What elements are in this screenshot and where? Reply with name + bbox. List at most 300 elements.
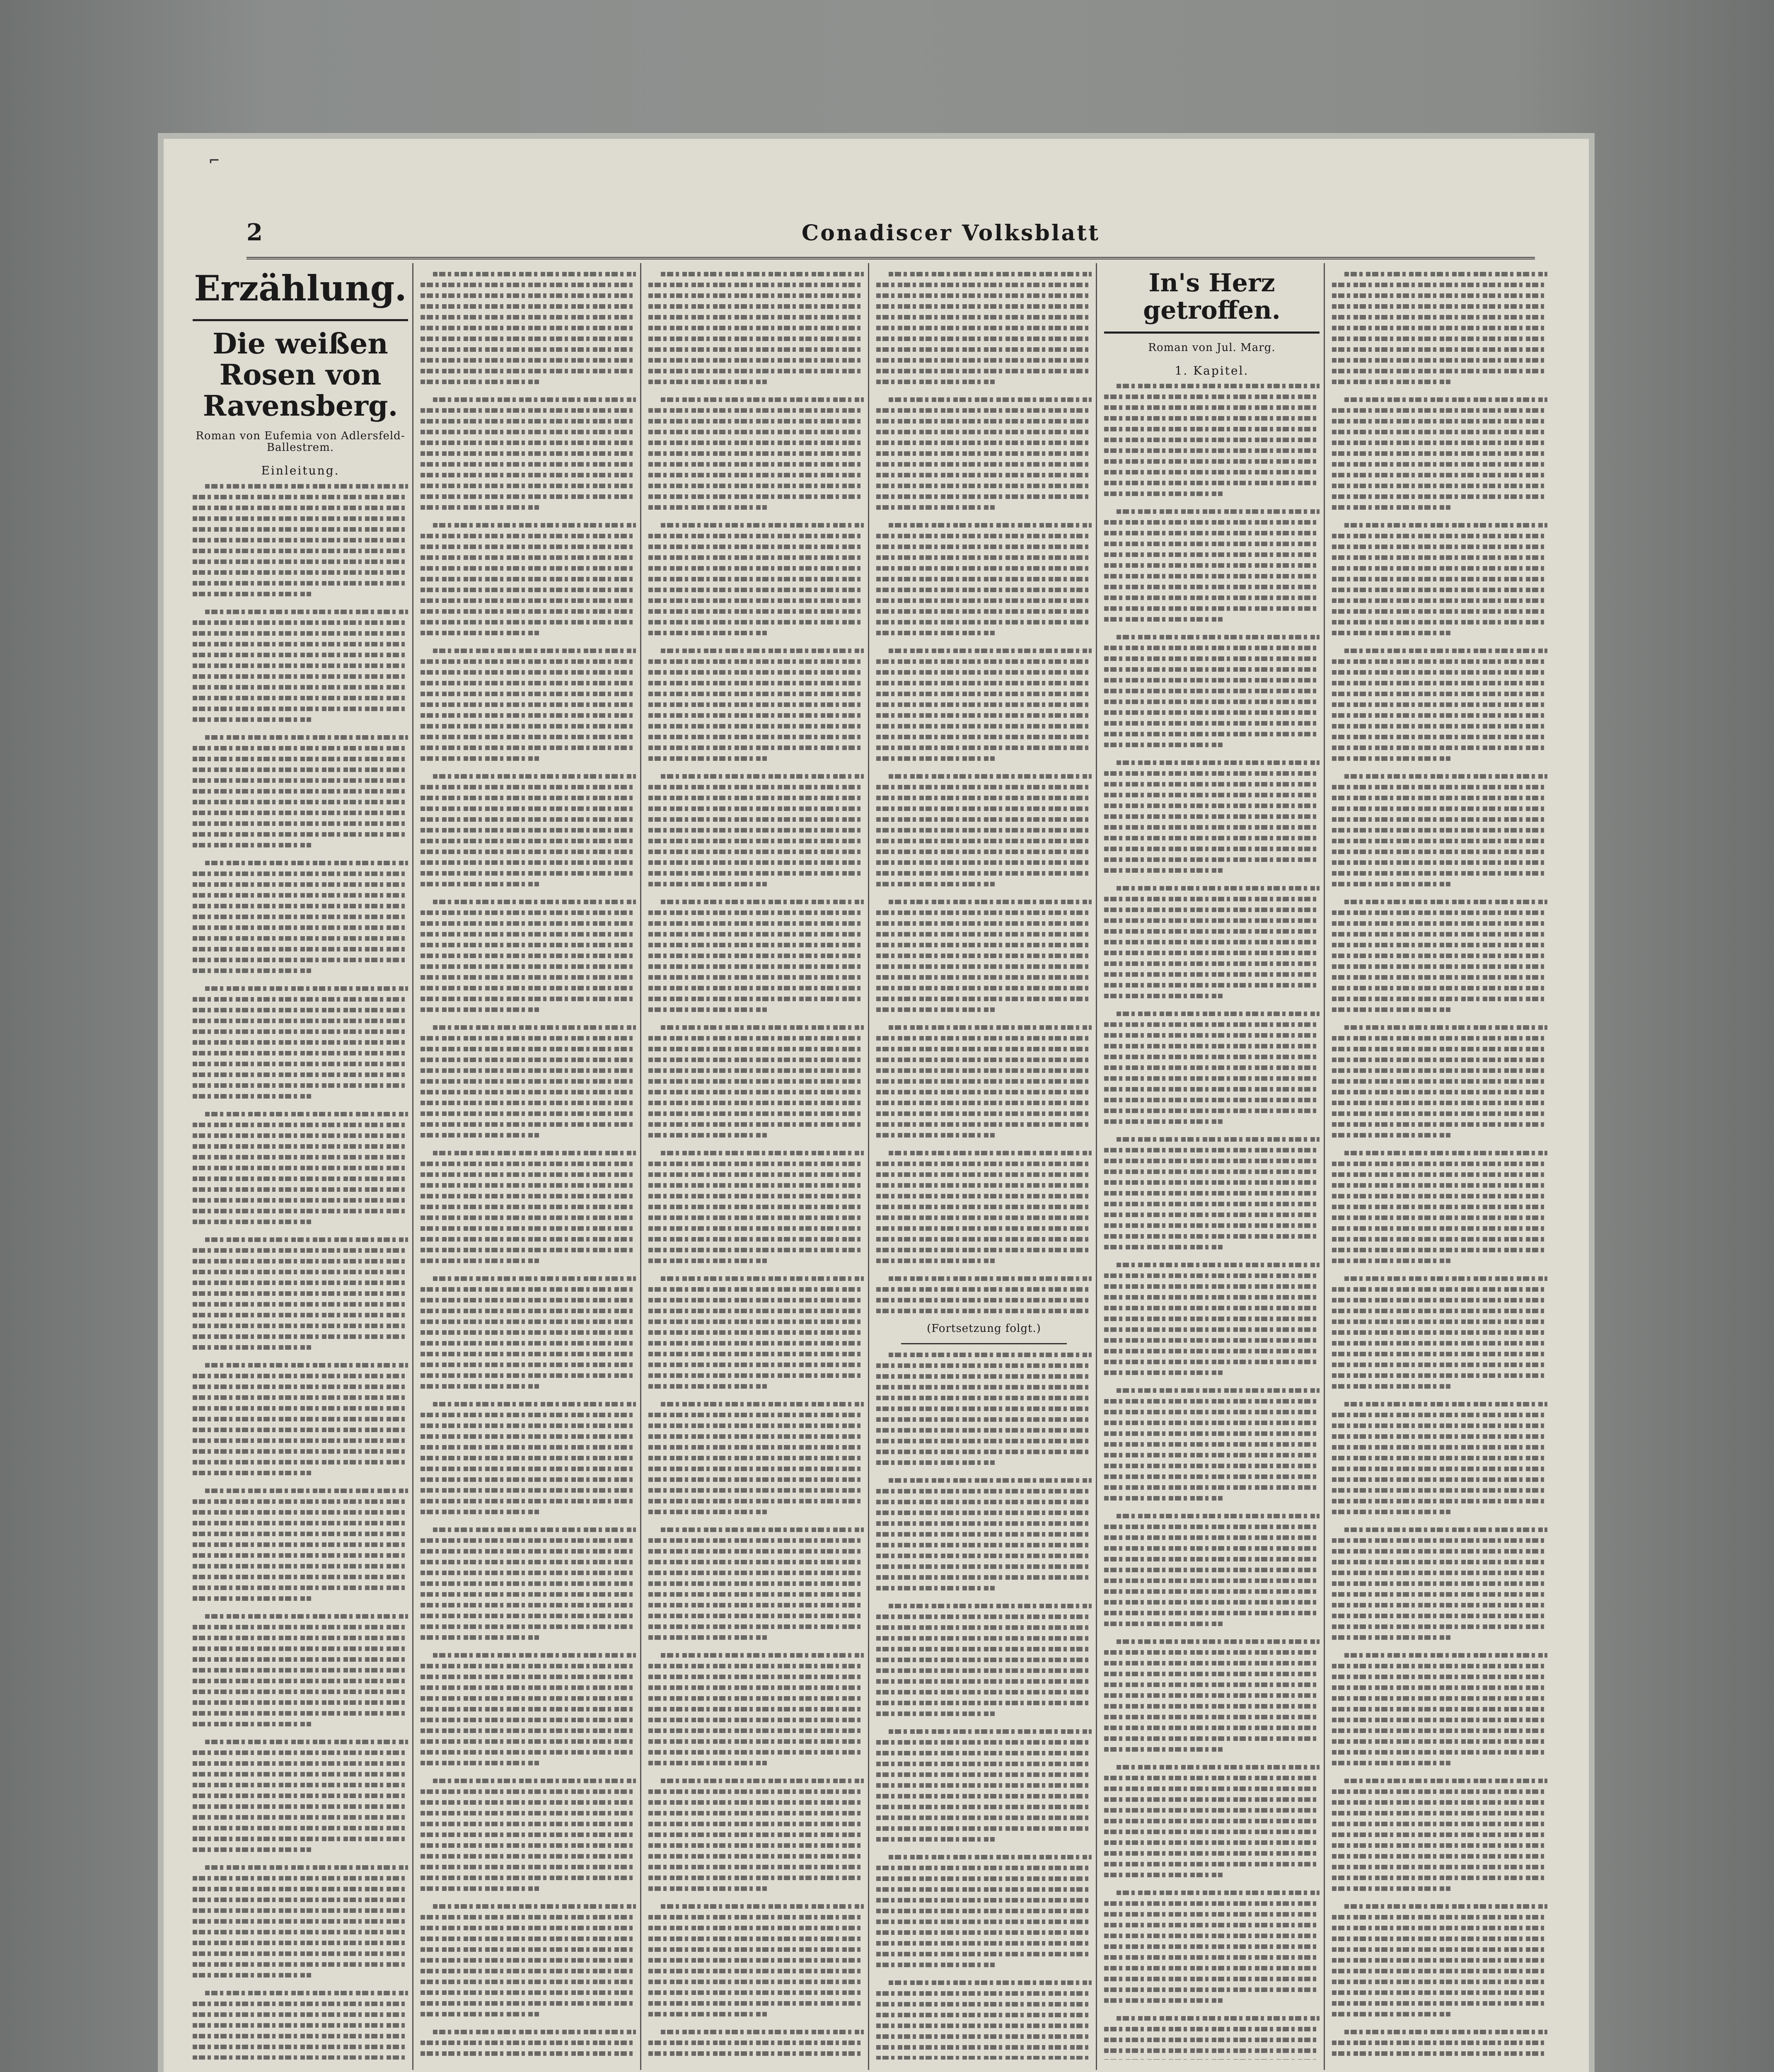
text-line: [1332, 1226, 1547, 1231]
text-line: [421, 473, 636, 477]
text-line: [421, 1969, 636, 1973]
scan-mark: ⌐: [209, 151, 220, 170]
text-line: [1104, 1273, 1320, 1278]
text-line: [1332, 1205, 1547, 1209]
text-line: [193, 1123, 408, 1127]
masthead: Conadiscer Volksblatt: [801, 220, 1100, 246]
text-line: [1332, 505, 1450, 510]
text-line: [1104, 710, 1320, 715]
text-line: [1104, 1349, 1320, 1353]
text-line: [421, 735, 636, 739]
text-line: [648, 609, 864, 614]
text-line: [193, 1280, 408, 1285]
text-line: [1332, 1718, 1547, 1722]
text-line: [876, 1701, 1092, 1705]
text-line: [193, 2034, 408, 2038]
text-line: [193, 620, 408, 625]
text-line: [421, 347, 636, 352]
text-line: [421, 293, 636, 298]
text-line: [205, 1865, 408, 1870]
text-line: [1104, 2027, 1320, 2031]
text-line: [876, 1826, 1092, 1831]
text-line: [1104, 1370, 1223, 1375]
text-line: [421, 505, 539, 510]
text-line: [876, 283, 1092, 287]
text-line: [1332, 1172, 1547, 1177]
text-line: [1332, 1445, 1547, 1450]
text-line: [1332, 1936, 1547, 1941]
text-line: [193, 1668, 408, 1673]
text-line: [1332, 1330, 1547, 1335]
text-line: [1332, 1352, 1547, 1356]
text-line: [889, 649, 1092, 653]
text-line: [193, 1973, 311, 1978]
text-line: [193, 1930, 408, 1934]
text-line: [1104, 689, 1320, 693]
text-line: [648, 555, 864, 560]
text-line: [1104, 1557, 1320, 1561]
text-line: [648, 419, 864, 424]
text-line: [1332, 796, 1547, 800]
text-line: [1104, 542, 1320, 546]
text-line: [876, 1772, 1092, 1777]
text-line: [193, 947, 408, 951]
text-line: [648, 430, 864, 434]
text-line: [1332, 484, 1547, 488]
text-line: [1104, 1485, 1320, 1490]
text-line: [876, 473, 1092, 477]
text-line: [1332, 670, 1547, 675]
text-line: [1332, 1101, 1547, 1105]
text-line: [876, 451, 1092, 456]
text-line: [1104, 1234, 1320, 1239]
text-line: [876, 828, 1092, 833]
text-line: [193, 696, 408, 700]
text-line: [648, 283, 864, 287]
text-line: [1332, 735, 1547, 739]
text-line: [648, 1226, 864, 1231]
text-line: [193, 1417, 408, 1421]
text-line: [193, 1919, 408, 1924]
text-line: [648, 932, 864, 937]
text-line: [205, 1614, 408, 1619]
text-line: [1117, 384, 1320, 388]
text-line: [205, 1991, 408, 1995]
text-line: [421, 1603, 636, 1607]
text-line: [1332, 871, 1547, 876]
text-line: [648, 871, 864, 876]
text-line: [1332, 1259, 1450, 1263]
text-line: [1332, 473, 1547, 477]
text-line: [421, 954, 636, 958]
text-line: [421, 1341, 636, 1346]
text-line: [421, 1915, 636, 1920]
text-line: [876, 1586, 995, 1590]
text-line: [876, 713, 1092, 718]
text-line: [876, 735, 1092, 739]
text-line: [1104, 1650, 1320, 1655]
text-line: [1104, 1213, 1320, 1217]
text-line: [661, 900, 864, 904]
text-line: [421, 2041, 636, 2045]
text-line: [876, 1625, 1092, 1630]
text-line: [421, 1309, 636, 1313]
text-line: [205, 861, 408, 865]
text-line: [648, 1248, 864, 1252]
text-line: [421, 2051, 636, 2056]
text-line: [648, 1990, 864, 1995]
text-line: [1332, 2001, 1547, 2006]
text-line: [648, 1510, 767, 1514]
text-line: [193, 559, 408, 564]
text-line: [421, 336, 636, 341]
text-line: [648, 336, 864, 341]
text-line: [1117, 886, 1320, 891]
text-line: [1104, 1808, 1320, 1813]
text-line: [1332, 1915, 1547, 1920]
text-line: [421, 986, 636, 990]
text-line: [421, 1789, 636, 1794]
text-line: [421, 724, 636, 729]
text-line: [648, 1162, 864, 1166]
text-line: [421, 882, 539, 886]
text-line: [876, 1532, 1092, 1537]
text-line: [1104, 983, 1320, 988]
text-line: [876, 1543, 1092, 1547]
text-line: [648, 1215, 864, 1220]
text-line: [1104, 1819, 1320, 1823]
text-line: [193, 1155, 408, 1159]
text-line: [1104, 1410, 1320, 1414]
text-line: [193, 746, 408, 750]
text-line: [421, 871, 636, 876]
newspaper-page: [164, 139, 1589, 2072]
text-line: [648, 1635, 767, 1640]
text-line: [433, 1653, 636, 1658]
text-line: [1332, 1036, 1547, 1041]
text-line: [1104, 1098, 1320, 1102]
text-line: [876, 1396, 1092, 1400]
text-line: [1117, 509, 1320, 514]
text-line: [193, 1596, 311, 1601]
text-line: [421, 997, 636, 1001]
text-line: [648, 702, 864, 707]
text-line: [648, 2051, 864, 2056]
text-line: [648, 1811, 864, 1815]
text-line: [193, 581, 408, 586]
text-line: [1344, 523, 1547, 528]
text-line: [648, 1259, 767, 1263]
text-line: [876, 1615, 1092, 1619]
text-line: [876, 293, 1092, 298]
text-line: [876, 1439, 1092, 1443]
text-line: [421, 1854, 636, 1859]
text-line: [648, 1477, 864, 1482]
text-line: [648, 1090, 864, 1094]
text-line: [648, 1499, 864, 1503]
text-line: [648, 441, 864, 445]
text-line: [648, 806, 864, 811]
text-line: [648, 1718, 864, 1722]
text-line: [1332, 1183, 1547, 1188]
text-line: [1332, 1477, 1547, 1482]
text-line: [421, 1456, 636, 1460]
text-line: [1332, 545, 1547, 549]
text-line: [193, 1302, 408, 1307]
text-line: [1332, 975, 1547, 980]
text-line: [876, 484, 1092, 488]
text-line: [193, 1783, 408, 1787]
text-line: [876, 2013, 1092, 2017]
text-line: [876, 860, 1092, 865]
text-line: [1104, 1955, 1320, 1960]
text-line: [1104, 700, 1320, 704]
text-line: [1344, 1151, 1547, 1155]
text-line: [648, 1739, 864, 1744]
text-line: [193, 1837, 408, 1841]
text-line: [205, 484, 408, 489]
text-line: [648, 2001, 864, 2006]
text-line: [876, 1385, 1092, 1389]
text-line: [648, 315, 864, 320]
text-line: [1332, 1363, 1547, 1367]
text-line: [648, 1456, 864, 1460]
text-line: [876, 358, 1092, 363]
text-line: [876, 1930, 1092, 1935]
text-line: [1332, 1162, 1547, 1166]
text-line: [421, 1843, 636, 1848]
text-line: [193, 495, 408, 499]
text-line: [1332, 986, 1547, 990]
text-line: [648, 1980, 864, 1984]
text-line: [661, 2030, 864, 2034]
text-line: [1332, 1832, 1547, 1837]
text-line: [648, 1423, 864, 1428]
text-line: [648, 1947, 864, 1952]
text-line: [1332, 1287, 1547, 1292]
text-line: [421, 1980, 636, 1984]
text-line: [1104, 552, 1320, 557]
text-line: [648, 1614, 864, 1618]
text-line: [648, 1352, 864, 1356]
text-line: [205, 1740, 408, 1744]
text-line: [193, 1585, 408, 1590]
text-line: [421, 1832, 636, 1837]
text-line: [876, 1521, 1092, 1526]
text-line: [876, 1101, 1092, 1105]
text-line: [1104, 1399, 1320, 1404]
text-line: [876, 441, 1092, 445]
text-line: [1104, 1076, 1320, 1081]
text-line: [205, 1489, 408, 1493]
text-line: [193, 631, 408, 636]
text-line: [648, 839, 864, 843]
text-line: [648, 746, 864, 750]
column-divider: [412, 263, 413, 2070]
text-line: [1104, 1169, 1320, 1174]
text-line: [648, 1036, 864, 1041]
text-line: [1104, 1923, 1320, 1927]
text-line: [421, 1111, 636, 1116]
text-line: [421, 620, 636, 625]
text-line: [648, 484, 864, 488]
text-line: [876, 566, 1092, 571]
text-line: [889, 1276, 1092, 1281]
text-line: [421, 1205, 636, 1209]
text-line: [648, 1413, 864, 1417]
text-line: [1104, 1944, 1320, 1949]
text-line: [648, 1205, 864, 1209]
text-line: [421, 1423, 636, 1428]
text-line: [648, 1068, 864, 1073]
text-line: [1332, 806, 1547, 811]
text-line: [1104, 994, 1223, 998]
text-line: [648, 659, 864, 664]
text-line: [1332, 1696, 1547, 1701]
text-line: [421, 494, 636, 499]
text-line: [421, 796, 636, 800]
text-line: [1344, 774, 1547, 779]
text-line: [1104, 1453, 1320, 1457]
text-line: [876, 1287, 1092, 1292]
text-line: [1332, 304, 1547, 309]
text-line: [421, 1592, 636, 1597]
text-line: [648, 785, 864, 789]
text-line: [648, 1843, 864, 1848]
text-line: [193, 642, 408, 646]
text-line: [1332, 369, 1547, 373]
text-line: [1104, 743, 1223, 747]
text-line: [648, 756, 767, 761]
text-line: [1104, 951, 1320, 955]
text-line: [1344, 272, 1547, 276]
page-number: 2: [247, 219, 263, 246]
text-line: [421, 304, 636, 309]
text-line: [1104, 793, 1320, 797]
text-line: [876, 1450, 1092, 1454]
story1-title: Die weißen Rosen von Ravensberg.: [193, 319, 408, 421]
text-line: [421, 850, 636, 854]
text-line: [876, 1920, 1092, 1924]
text-line: [1332, 1675, 1547, 1679]
text-line: [889, 1604, 1092, 1608]
text-line: [1104, 678, 1320, 683]
text-line: [876, 1183, 1092, 1188]
column-4-notes: [876, 1353, 1092, 2060]
text-line: [193, 1198, 408, 1203]
text-line: [661, 523, 864, 528]
text-line: [421, 315, 636, 320]
text-line: [193, 1951, 408, 1956]
text-line: [1332, 441, 1547, 445]
text-line: [193, 1029, 408, 1034]
text-line: [648, 347, 864, 352]
text-line: [1104, 1600, 1320, 1605]
text-line: [421, 1761, 539, 1765]
text-line: [1332, 1822, 1547, 1826]
text-line: [1332, 932, 1547, 937]
text-line: [1104, 1715, 1320, 1719]
text-line: [876, 1658, 1092, 1662]
text-line: [876, 975, 1092, 980]
text-line: [648, 1936, 864, 1941]
text-line: [433, 1402, 636, 1406]
text-line: [1104, 1065, 1320, 1070]
text-line: [1104, 1338, 1320, 1343]
text-line: [1104, 574, 1320, 579]
text-line: [1332, 2012, 1450, 2016]
text-line: [1104, 1022, 1320, 1027]
text-line: [421, 1101, 636, 1105]
text-line: [1332, 1237, 1547, 1242]
text-line: [648, 1549, 864, 1554]
text-line: [421, 1434, 636, 1439]
text-line: [648, 1822, 864, 1826]
text-line: [876, 1690, 1092, 1694]
text-line: [876, 1298, 1092, 1302]
text-line: [876, 1815, 1092, 1820]
text-line: [193, 1761, 408, 1766]
text-line: [1104, 1912, 1320, 1917]
text-line: [876, 1679, 1092, 1684]
text-line: [421, 1865, 636, 1869]
text-line: [193, 915, 408, 919]
text-line: [1117, 1639, 1320, 1644]
text-line: [876, 369, 1092, 373]
text-line: [1104, 667, 1320, 672]
text-line: [648, 1122, 864, 1127]
text-line: [876, 620, 1092, 625]
text-line: [1104, 1661, 1320, 1665]
text-line: [876, 462, 1092, 467]
text-line: [421, 358, 636, 363]
text-line: [1332, 1510, 1450, 1514]
text-line: [1117, 1514, 1320, 1518]
text-line: [1117, 2016, 1320, 2021]
text-line: [193, 1722, 311, 1726]
text-line: [1104, 1442, 1320, 1447]
text-line: [1104, 1747, 1223, 1752]
column-4-text: [876, 272, 1092, 1313]
text-line: [421, 1215, 636, 1220]
text-line: [648, 1111, 864, 1116]
text-line: [876, 1226, 1092, 1231]
text-line: [421, 746, 636, 750]
text-line: [1104, 1245, 1223, 1249]
text-line: [421, 1047, 636, 1051]
text-line: [193, 1521, 408, 1525]
text-line: [648, 1445, 864, 1450]
text-line: [193, 968, 311, 973]
text-line: [1104, 1682, 1320, 1687]
text-line: [648, 1571, 864, 1575]
text-line: [1117, 1890, 1320, 1895]
text-line: [205, 1363, 408, 1368]
text-line: [876, 494, 1092, 499]
text-line: [876, 577, 1092, 581]
column-divider: [1096, 263, 1097, 2070]
column-5-text: [1104, 384, 1320, 2060]
text-line: [648, 1467, 864, 1471]
text-line: [648, 505, 767, 510]
text-line: [1332, 566, 1547, 571]
text-line: [1332, 943, 1547, 947]
text-line: [1332, 1549, 1547, 1554]
text-line: [648, 1133, 767, 1138]
text-line: [889, 1025, 1092, 1030]
text-line: [1104, 972, 1320, 977]
text-line: [876, 681, 1092, 685]
